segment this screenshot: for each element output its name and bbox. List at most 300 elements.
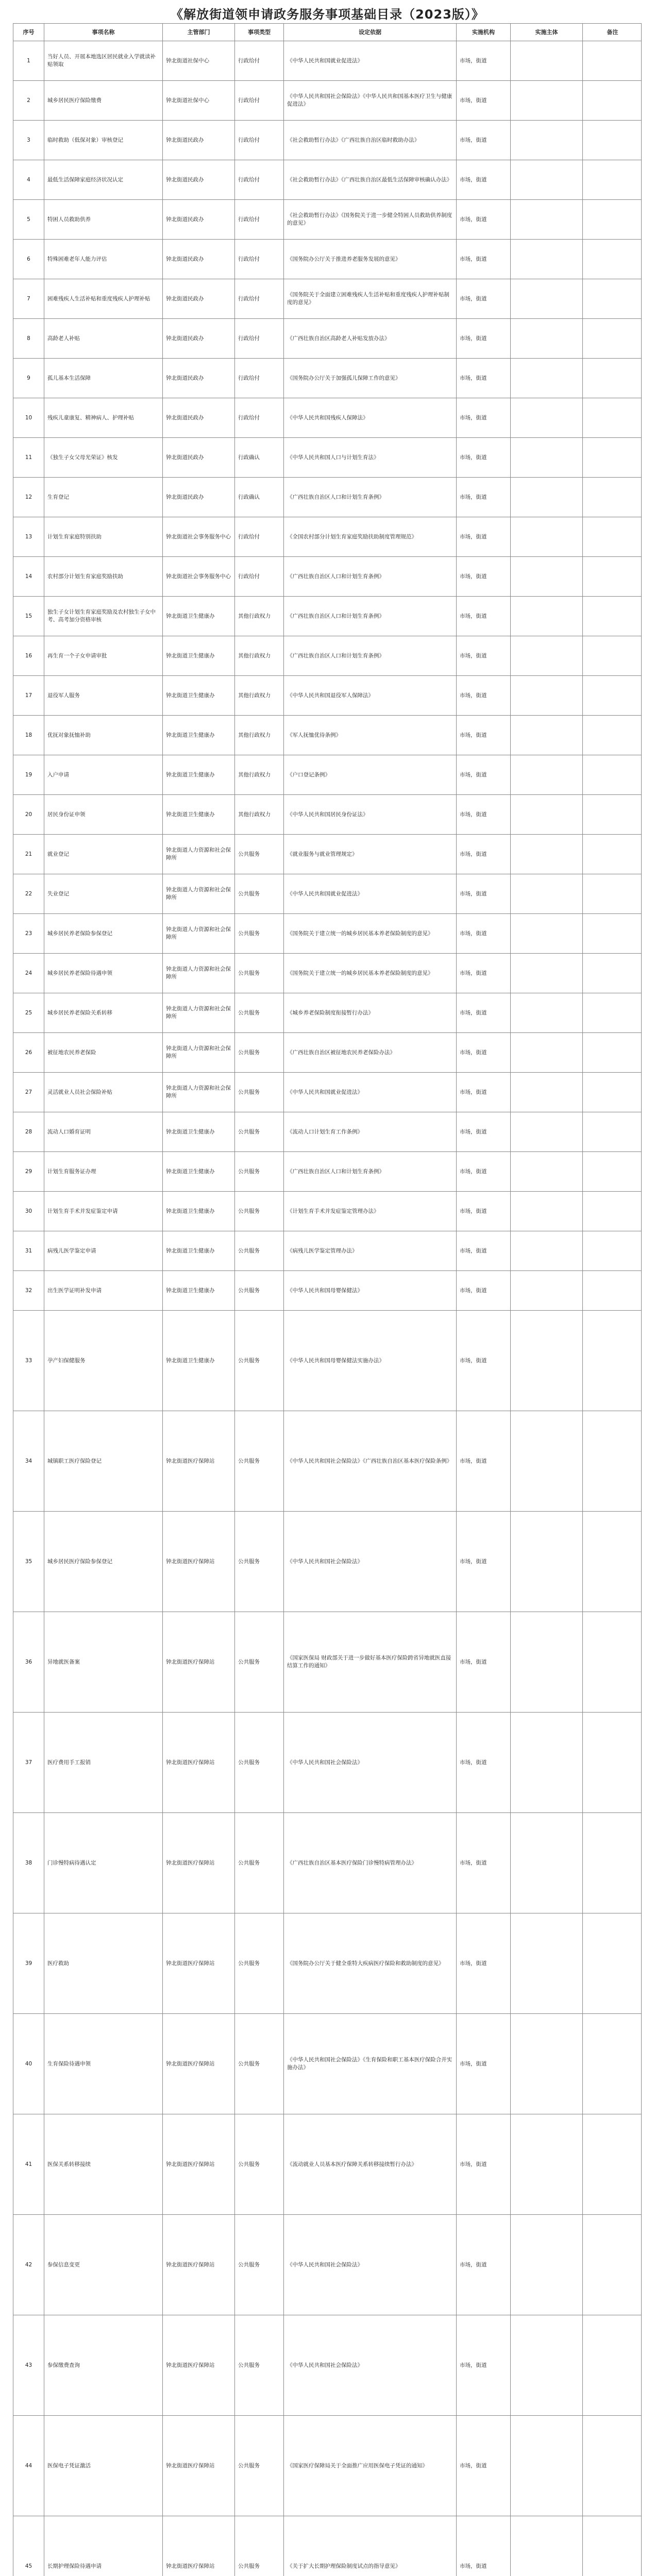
- remarks-cell: [583, 1512, 642, 1612]
- implementing-subject-cell: [511, 1813, 583, 1913]
- row-number-cell: 24: [13, 954, 44, 993]
- implementing-subject-cell: [511, 557, 583, 596]
- department-cell: 钟北街道卫生健康办: [163, 1192, 235, 1231]
- item-type-cell: 公共服务: [235, 1152, 284, 1191]
- legal-basis-cell: 《中华人民共和国社会保险法》《广西壮族自治区基本医疗保险条例》: [284, 1411, 457, 1511]
- table-row: [13, 1231, 641, 1271]
- item-name-cell: 医保电子凭证激活: [44, 2416, 163, 2516]
- table-row: [13, 438, 641, 478]
- implementing-subject-cell: [511, 716, 583, 755]
- row-number-cell: 6: [13, 240, 44, 279]
- implementing-org-cell: 市场，街道: [457, 240, 511, 279]
- implementing-org-cell: 市场，街道: [457, 755, 511, 794]
- legal-basis-cell: 《国务院办公厅关于加强孤儿保障工作的意见》: [284, 359, 457, 398]
- implementing-subject-cell: [511, 438, 583, 477]
- item-type-cell: 行政给付: [235, 121, 284, 160]
- item-name-cell: 最低生活保障家庭经济状况认定: [44, 160, 163, 199]
- implementing-org-cell: 市场，街道: [457, 517, 511, 556]
- item-name-cell: 独生子女计划生育家庭奖励及农村独生子女中考、高考加分资格审核: [44, 597, 163, 636]
- item-type-cell: 其他行政权力: [235, 755, 284, 794]
- row-number-cell: 21: [13, 835, 44, 874]
- item-name-cell: 入户申请: [44, 755, 163, 794]
- remarks-cell: [583, 716, 642, 755]
- implementing-org-cell: 市场，街道: [457, 1271, 511, 1310]
- row-number-cell: 29: [13, 1152, 44, 1191]
- table-row: [13, 755, 641, 795]
- table-row: [13, 1112, 641, 1152]
- department-cell: 钟北街道医疗保障站: [163, 2416, 235, 2516]
- item-type-cell: 公共服务: [235, 2114, 284, 2214]
- remarks-cell: [583, 438, 642, 477]
- implementing-subject-cell: [511, 1033, 583, 1072]
- implementing-org-cell: 市场，街道: [457, 954, 511, 993]
- implementing-org-cell: 市场，街道: [457, 1612, 511, 1712]
- implementing-subject-cell: [511, 993, 583, 1032]
- remarks-cell: [583, 636, 642, 675]
- implementing-subject-cell: [511, 2416, 583, 2516]
- legal-basis-cell: 《中华人民共和国社会保险法》《中华人民共和国基本医疗卫生与健康促进法》: [284, 81, 457, 120]
- implementing-subject-cell: [511, 2315, 583, 2415]
- implementing-org-cell: 市场，街道: [457, 1033, 511, 1072]
- item-type-cell: 公共服务: [235, 2416, 284, 2516]
- legal-basis-cell: 《城乡养老保险制度衔接暂行办法》: [284, 993, 457, 1032]
- remarks-cell: [583, 597, 642, 636]
- department-cell: 钟北街道医疗保障站: [163, 2315, 235, 2415]
- row-number-cell: 5: [13, 200, 44, 239]
- item-name-cell: 参保缴费查询: [44, 2315, 163, 2415]
- legal-basis-cell: 《广西壮族自治区人口和计划生育条例》: [284, 636, 457, 675]
- implementing-subject-cell: [511, 1713, 583, 1812]
- item-name-cell: 流动人口婚育证明: [44, 1112, 163, 1151]
- department-cell: 钟北街道人力资源和社会保障所: [163, 993, 235, 1032]
- item-name-cell: 就业登记: [44, 835, 163, 874]
- department-cell: 钟北街道医疗保障站: [163, 1612, 235, 1712]
- department-cell: 钟北街道卫生健康办: [163, 1152, 235, 1191]
- implementing-org-cell: 市场，街道: [457, 1411, 511, 1511]
- item-type-cell: 行政确认: [235, 478, 284, 517]
- remarks-cell: [583, 795, 642, 834]
- implementing-subject-cell: [511, 1231, 583, 1270]
- row-number-cell: 42: [13, 2215, 44, 2315]
- implementing-org-cell: 市场，街道: [457, 2416, 511, 2516]
- item-name-cell: 城乡居民养老保险参保登记: [44, 914, 163, 953]
- implementing-subject-cell: [511, 1512, 583, 1612]
- item-type-cell: 行政给付: [235, 557, 284, 596]
- remarks-cell: [583, 1231, 642, 1270]
- row-number-cell: 19: [13, 755, 44, 794]
- row-number-cell: 1: [13, 41, 44, 80]
- table-row: [13, 41, 641, 81]
- item-name-cell: 医疗费用手工报销: [44, 1713, 163, 1812]
- item-type-cell: 其他行政权力: [235, 676, 284, 715]
- item-type-cell: 公共服务: [235, 2215, 284, 2315]
- item-type-cell: 公共服务: [235, 1411, 284, 1511]
- row-number-cell: 12: [13, 478, 44, 517]
- table-row: [13, 835, 641, 874]
- implementing-subject-cell: [511, 1913, 583, 2013]
- implementing-subject-cell: [511, 240, 583, 279]
- remarks-cell: [583, 954, 642, 993]
- department-cell: 钟北街道卫生健康办: [163, 1271, 235, 1310]
- legal-basis-cell: 《军人抚恤优待条例》: [284, 716, 457, 755]
- table-row: [13, 478, 641, 517]
- legal-basis-cell: 《国务院办公厅关于健全重特大疾病医疗保险和救助制度的意见》: [284, 1913, 457, 2013]
- legal-basis-cell: 《广西壮族自治区被征地农民养老保险办法》: [284, 1033, 457, 1072]
- department-cell: 钟北街道民政办: [163, 478, 235, 517]
- legal-basis-cell: 《中华人民共和国母婴保健法实施办法》: [284, 1311, 457, 1411]
- remarks-cell: [583, 993, 642, 1032]
- row-number-cell: 33: [13, 1311, 44, 1411]
- legal-basis-cell: 《国家医保局 财政部关于进一步做好基本医疗保险跨省异地就医直接结算工作的通知》: [284, 1612, 457, 1712]
- legal-basis-cell: 《中华人民共和国社会保险法》: [284, 1512, 457, 1612]
- table-row: [13, 993, 641, 1033]
- item-name-cell: 计划生育家庭特别扶助: [44, 517, 163, 556]
- item-name-cell: 计划生育服务证办理: [44, 1152, 163, 1191]
- legal-basis-cell: 《流动人口计划生育工作条例》: [284, 1112, 457, 1151]
- remarks-cell: [583, 1913, 642, 2013]
- legal-basis-cell: 《中华人民共和国居民身份证法》: [284, 795, 457, 834]
- table-row: [13, 517, 641, 557]
- item-type-cell: 公共服务: [235, 874, 284, 913]
- item-name-cell: 优抚对象抚恤补助: [44, 716, 163, 755]
- table-row: [13, 1813, 641, 1913]
- department-cell: 钟北街道民政办: [163, 160, 235, 199]
- implementing-org-cell: 市场，街道: [457, 636, 511, 675]
- implementing-subject-cell: [511, 1192, 583, 1231]
- item-type-cell: 公共服务: [235, 1073, 284, 1112]
- item-name-cell: 困难残疾人生活补贴和重度残疾人护理补贴: [44, 279, 163, 318]
- remarks-cell: [583, 676, 642, 715]
- table-row: [13, 2114, 641, 2215]
- implementing-org-cell: 市场，街道: [457, 2114, 511, 2214]
- implementing-subject-cell: [511, 914, 583, 953]
- remarks-cell: [583, 1192, 642, 1231]
- implementing-org-cell: 市场，街道: [457, 1073, 511, 1112]
- item-type-cell: 行政给付: [235, 517, 284, 556]
- remarks-cell: [583, 2416, 642, 2516]
- department-cell: 钟北街道民政办: [163, 438, 235, 477]
- remarks-cell: [583, 2114, 642, 2214]
- legal-basis-cell: 《社会救助暂行办法》《国务院关于进一步健全特困人员救助供养制度的意见》: [284, 200, 457, 239]
- remarks-cell: [583, 1713, 642, 1812]
- implementing-subject-cell: [511, 1311, 583, 1411]
- item-name-cell: 异地就医备案: [44, 1612, 163, 1712]
- row-number-cell: 8: [13, 319, 44, 358]
- item-name-cell: 参保信息变更: [44, 2215, 163, 2315]
- item-type-cell: 行政给付: [235, 81, 284, 120]
- implementing-org-cell: 市场，街道: [457, 319, 511, 358]
- item-name-cell: 医疗救助: [44, 1913, 163, 2013]
- implementing-org-cell: 市场，街道: [457, 279, 511, 318]
- remarks-cell: [583, 835, 642, 874]
- item-type-cell: 行政给付: [235, 319, 284, 358]
- table-row: [13, 398, 641, 438]
- implementing-org-cell: 市场，街道: [457, 1192, 511, 1231]
- item-type-cell: 公共服务: [235, 1913, 284, 2013]
- implementing-org-cell: 市场，街道: [457, 2215, 511, 2315]
- department-cell: 钟北街道医疗保障站: [163, 1411, 235, 1511]
- department-cell: 钟北街道卫生健康办: [163, 1112, 235, 1151]
- table-row: [13, 597, 641, 636]
- row-number-cell: 34: [13, 1411, 44, 1511]
- row-number-cell: 17: [13, 676, 44, 715]
- implementing-subject-cell: [511, 81, 583, 120]
- item-type-cell: 公共服务: [235, 993, 284, 1032]
- implementing-subject-cell: [511, 1152, 583, 1191]
- item-type-cell: 公共服务: [235, 1231, 284, 1270]
- table-row: [13, 1713, 641, 1813]
- page-title: 《解放街道领申请政务服务事项基础目录（2023版）》: [171, 7, 484, 22]
- legal-basis-cell: 《户口登记条例》: [284, 755, 457, 794]
- implementing-subject-cell: [511, 874, 583, 913]
- legal-basis-cell: 《广西壮族自治区人口和计划生育条例》: [284, 478, 457, 517]
- legal-basis-cell: 《国务院关于建立统一的城乡居民基本养老保险制度的意见》: [284, 954, 457, 993]
- legal-basis-cell: 《国务院关于全面建立困难残疾人生活补贴和重度残疾人护理补贴制度的意见》: [284, 279, 457, 318]
- remarks-cell: [583, 2014, 642, 2114]
- item-type-cell: 公共服务: [235, 1192, 284, 1231]
- legal-basis-cell: 《广西壮族自治区人口和计划生育条例》: [284, 597, 457, 636]
- implementing-subject-cell: [511, 755, 583, 794]
- legal-basis-cell: 《中华人民共和国社会保险法》: [284, 1713, 457, 1812]
- implementing-org-cell: 市场，街道: [457, 2315, 511, 2415]
- item-name-cell: 门诊慢特病待遇认定: [44, 1813, 163, 1913]
- table-row: [13, 1192, 641, 1231]
- item-name-cell: 失业登记: [44, 874, 163, 913]
- remarks-cell: [583, 2315, 642, 2415]
- item-name-cell: 高龄老人补贴: [44, 319, 163, 358]
- item-name-cell: 城乡居民养老保险待遇申领: [44, 954, 163, 993]
- legal-basis-cell: 《广西壮族自治区基本医疗保险门诊慢特病管理办法》: [284, 1813, 457, 1913]
- row-number-cell: 44: [13, 2416, 44, 2516]
- legal-basis-cell: 《流动就业人员基本医疗保障关系转移接续暂行办法》: [284, 2114, 457, 2214]
- remarks-cell: [583, 200, 642, 239]
- table-row: [13, 1411, 641, 1512]
- table-row: [13, 557, 641, 597]
- department-cell: 钟北街道医疗保障站: [163, 2014, 235, 2114]
- row-number-cell: 38: [13, 1813, 44, 1913]
- department-cell: 钟北街道人力资源和社会保障所: [163, 954, 235, 993]
- legal-basis-cell: 《国务院关于建立统一的城乡居民基本养老保险制度的意见》: [284, 914, 457, 953]
- department-cell: 钟北街道卫生健康办: [163, 676, 235, 715]
- implementing-subject-cell: [511, 1411, 583, 1511]
- item-name-cell: 城乡居民医疗保险参保登记: [44, 1512, 163, 1612]
- legal-basis-cell: 《中华人民共和国残疾人保障法》: [284, 398, 457, 437]
- department-cell: 钟北街道卫生健康办: [163, 636, 235, 675]
- remarks-cell: [583, 557, 642, 596]
- item-name-cell: 生育保险待遇申领: [44, 2014, 163, 2114]
- item-type-cell: 公共服务: [235, 1512, 284, 1612]
- implementing-org-cell: 市场，街道: [457, 438, 511, 477]
- implementing-subject-cell: [511, 279, 583, 318]
- column-header: 事项类型: [235, 24, 284, 41]
- table-row: [13, 160, 641, 200]
- remarks-cell: [583, 874, 642, 913]
- row-number-cell: 43: [13, 2315, 44, 2415]
- remarks-cell: [583, 41, 642, 80]
- table-row: [13, 1311, 641, 1411]
- item-name-cell: 医保关系转移接续: [44, 2114, 163, 2214]
- legal-basis-cell: 《国家医疗保障局关于全面推广应用医保电子凭证的通知》: [284, 2416, 457, 2516]
- table-row: [13, 2315, 641, 2416]
- item-type-cell: 公共服务: [235, 1813, 284, 1913]
- implementing-org-cell: 市场，街道: [457, 1311, 511, 1411]
- implementing-subject-cell: [511, 319, 583, 358]
- table-row: [13, 914, 641, 954]
- item-type-cell: 公共服务: [235, 1271, 284, 1310]
- row-number-cell: 26: [13, 1033, 44, 1072]
- item-name-cell: 病残儿医学鉴定申请: [44, 1231, 163, 1270]
- table-row: [13, 279, 641, 319]
- legal-basis-cell: 《国务院办公厅关于推进养老服务发展的意见》: [284, 240, 457, 279]
- department-cell: 钟北街道医疗保障站: [163, 2215, 235, 2315]
- table-row: [13, 874, 641, 914]
- implementing-subject-cell: [511, 1073, 583, 1112]
- implementing-org-cell: 市场，街道: [457, 557, 511, 596]
- department-cell: 钟北街道民政办: [163, 279, 235, 318]
- item-name-cell: 灵活就业人员社会保险补贴: [44, 1073, 163, 1112]
- implementing-subject-cell: [511, 1271, 583, 1310]
- table-row: [13, 1033, 641, 1073]
- item-type-cell: 行政确认: [235, 438, 284, 477]
- remarks-cell: [583, 478, 642, 517]
- table-row: [13, 2516, 641, 2576]
- row-number-cell: 16: [13, 636, 44, 675]
- legal-basis-cell: 《中华人民共和国人口与计划生育法》: [284, 438, 457, 477]
- item-type-cell: 公共服务: [235, 835, 284, 874]
- implementing-org-cell: 市场，街道: [457, 676, 511, 715]
- implementing-subject-cell: [511, 1112, 583, 1151]
- table-row: [13, 1913, 641, 2014]
- item-type-cell: 公共服务: [235, 954, 284, 993]
- implementing-org-cell: 市场，街道: [457, 359, 511, 398]
- implementing-org-cell: 市场，街道: [457, 398, 511, 437]
- legal-basis-cell: 《中华人民共和国母婴保健法》: [284, 1271, 457, 1310]
- implementing-org-cell: 市场，街道: [457, 81, 511, 120]
- implementing-org-cell: 市场，街道: [457, 160, 511, 199]
- row-number-cell: 45: [13, 2516, 44, 2576]
- legal-basis-cell: 《病残儿医学鉴定管理办法》: [284, 1231, 457, 1270]
- row-number-cell: 23: [13, 914, 44, 953]
- implementing-org-cell: 市场，街道: [457, 914, 511, 953]
- item-name-cell: 当好人员、开展本地选区居民就业入学就读补贴领取: [44, 41, 163, 80]
- implementing-org-cell: 市场，街道: [457, 993, 511, 1032]
- row-number-cell: 18: [13, 716, 44, 755]
- remarks-cell: [583, 1612, 642, 1712]
- remarks-cell: [583, 1311, 642, 1411]
- row-number-cell: 36: [13, 1612, 44, 1712]
- implementing-org-cell: 市场，街道: [457, 200, 511, 239]
- item-name-cell: 残疾儿童康复、精神病人、护理补贴: [44, 398, 163, 437]
- legal-basis-cell: 《中华人民共和国就业促进法》: [284, 1073, 457, 1112]
- department-cell: 钟北街道人力资源和社会保障所: [163, 1073, 235, 1112]
- row-number-cell: 3: [13, 121, 44, 160]
- implementing-subject-cell: [511, 597, 583, 636]
- remarks-cell: [583, 755, 642, 794]
- implementing-org-cell: 市场，街道: [457, 1231, 511, 1270]
- item-type-cell: 公共服务: [235, 1033, 284, 1072]
- department-cell: 钟北街道医疗保障站: [163, 1512, 235, 1612]
- item-type-cell: 行政给付: [235, 359, 284, 398]
- legal-basis-cell: 《计划生育手术并发症鉴定管理办法》: [284, 1192, 457, 1231]
- legal-basis-cell: 《广西壮族自治区人口和计划生育条例》: [284, 557, 457, 596]
- row-number-cell: 20: [13, 795, 44, 834]
- implementing-subject-cell: [511, 517, 583, 556]
- department-cell: 钟北街道医疗保障站: [163, 2516, 235, 2576]
- legal-basis-cell: 《中华人民共和国就业促进法》: [284, 874, 457, 913]
- item-name-cell: 孕产妇保健服务: [44, 1311, 163, 1411]
- remarks-cell: [583, 81, 642, 120]
- row-number-cell: 2: [13, 81, 44, 120]
- column-header: 备注: [607, 29, 618, 36]
- implementing-subject-cell: [511, 2516, 583, 2576]
- column-header: 实施机构: [457, 24, 511, 41]
- remarks-cell: [583, 517, 642, 556]
- row-number-cell: 40: [13, 2014, 44, 2114]
- department-cell: 钟北街道社保中心: [163, 81, 235, 120]
- legal-basis-cell: 《就业服务与就业管理规定》: [284, 835, 457, 874]
- implementing-subject-cell: [511, 835, 583, 874]
- implementing-subject-cell: [511, 478, 583, 517]
- item-name-cell: 农村部分计划生育家庭奖励扶助: [44, 557, 163, 596]
- item-name-cell: 居民身份证申领: [44, 795, 163, 834]
- legal-basis-cell: 《广西壮族自治区高龄老人补贴发放办法》: [284, 319, 457, 358]
- row-number-cell: 35: [13, 1512, 44, 1612]
- implementing-subject-cell: [511, 954, 583, 993]
- department-cell: 钟北街道社会事务服务中心: [163, 517, 235, 556]
- implementing-org-cell: 市场，街道: [457, 1112, 511, 1151]
- implementing-subject-cell: [511, 398, 583, 437]
- department-cell: 钟北街道卫生健康办: [163, 795, 235, 834]
- department-cell: 钟北街道卫生健康办: [163, 1311, 235, 1411]
- department-cell: 钟北街道人力资源和社会保障所: [163, 874, 235, 913]
- implementing-org-cell: 市场，街道: [457, 1152, 511, 1191]
- implementing-subject-cell: [511, 41, 583, 80]
- remarks-cell: [583, 2215, 642, 2315]
- remarks-cell: [583, 1813, 642, 1913]
- column-header: 事项名称: [44, 24, 163, 41]
- table-row: [13, 716, 641, 755]
- department-cell: 钟北街道民政办: [163, 359, 235, 398]
- item-type-cell: 行政给付: [235, 200, 284, 239]
- legal-basis-cell: 《中华人民共和国社会保险法》《生育保险和职工基本医疗保险合并实施办法》: [284, 2014, 457, 2114]
- remarks-cell: [583, 1073, 642, 1112]
- column-header: 设定依据: [284, 24, 457, 41]
- row-number-cell: 10: [13, 398, 44, 437]
- implementing-org-cell: 市场，街道: [457, 597, 511, 636]
- table-row: [13, 2014, 641, 2114]
- item-type-cell: 公共服务: [235, 2315, 284, 2415]
- table-row: [13, 954, 641, 993]
- department-cell: 钟北街道民政办: [163, 240, 235, 279]
- implementing-org-cell: 市场，街道: [457, 2516, 511, 2576]
- implementing-subject-cell: [511, 1612, 583, 1712]
- table-row: [13, 81, 641, 121]
- row-number-cell: 39: [13, 1913, 44, 2013]
- department-cell: 钟北街道人力资源和社会保障所: [163, 914, 235, 953]
- item-name-cell: 城乡居民养老保险关系转移: [44, 993, 163, 1032]
- implementing-subject-cell: [511, 676, 583, 715]
- row-number-cell: 9: [13, 359, 44, 398]
- table-row: [13, 1073, 641, 1112]
- legal-basis-cell: 《中华人民共和国就业促进法》: [284, 41, 457, 80]
- item-name-cell: 生育登记: [44, 478, 163, 517]
- remarks-cell: [583, 914, 642, 953]
- remarks-cell: [583, 398, 642, 437]
- table-row: [13, 319, 641, 359]
- department-cell: 钟北街道社保中心: [163, 41, 235, 80]
- item-type-cell: 公共服务: [235, 1612, 284, 1712]
- table-header: [13, 24, 641, 41]
